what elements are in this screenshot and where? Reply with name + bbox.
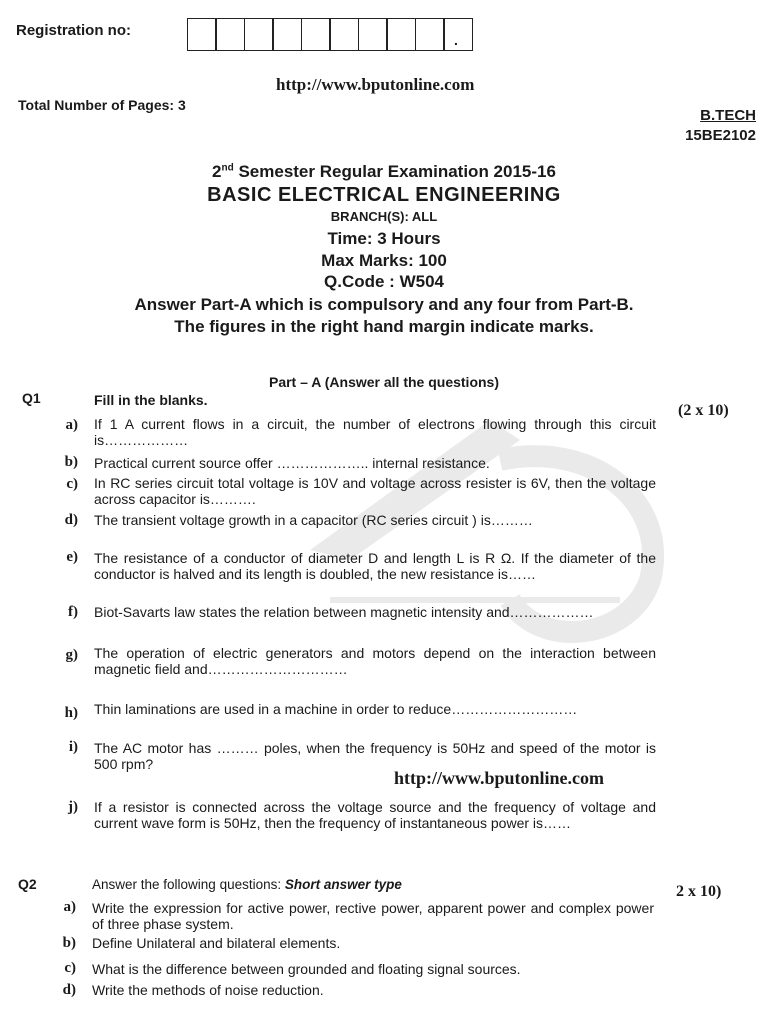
registration-box — [272, 18, 302, 51]
q1-item-text: Practical current source offer ……………….. internal resistance. — [94, 455, 490, 471]
exam-title — [0, 162, 768, 182]
q2-heading — [92, 877, 402, 892]
instruction-line-2: The figures in the right hand margin indicate marks. — [174, 317, 594, 336]
q1-item-letter: i) — [68, 739, 78, 755]
semester-number: 2 — [212, 162, 222, 181]
part-a-title: Part – A (Answer all the questions) — [268, 374, 499, 390]
registration-boxes — [188, 18, 473, 51]
q2-number: Q2 — [18, 876, 37, 892]
instruction-line-1: Answer Part-A which is compulsory and any four from Part-B. — [134, 295, 634, 314]
q1-item-text: If a resistor is connected across the voltage source and the frequency of voltage and current wave form is 50Hz, then the frequency of instantaneous power is…… — [94, 799, 656, 831]
q1-item-text: Biot-Savarts law states the relation between magnetic intensity and……………… — [94, 604, 594, 620]
q1-item-letter: d) — [64, 512, 78, 528]
q1-item-letter: b) — [64, 454, 78, 470]
q1-heading: Fill in the blanks. — [94, 392, 208, 408]
website-url-middle: http://www.bputonline.com — [394, 768, 605, 788]
q2-item-text: Write the expression for active power, rective power, apparent power and complex power of three phase system. — [92, 900, 654, 932]
program-label: B.TECH — [700, 107, 756, 124]
question-code: Q.Code : W504 — [324, 272, 444, 291]
q1-item-text: The resistance of a conductor of diameter D and length L is R Ω. If the diameter of the conductor is halved and its length is doubled, the new resistance is…… — [94, 550, 656, 582]
q2-item-letter: a) — [63, 899, 76, 915]
exam-time: Time: 3 Hours — [327, 229, 441, 248]
q2-heading-type: Short answer type — [284, 877, 402, 892]
q1-item-letter: g) — [65, 647, 78, 663]
registration-box — [244, 18, 274, 51]
registration-box — [329, 18, 359, 51]
q1-item-text: In RC series circuit total voltage is 10V and voltage across resister is 6V, then the voltage across capacitor is………. — [94, 475, 656, 507]
q1-item-letter: a) — [65, 417, 78, 433]
registration-box — [215, 18, 245, 51]
semester-suffix: nd — [221, 162, 234, 174]
q1-item-text: The operation of electric generators and motors depend on the interaction between magnetic field and………………………… — [94, 645, 656, 677]
q1-item-letter: j) — [68, 799, 78, 815]
registration-label: Registration no: — [16, 22, 131, 39]
registration-box — [415, 18, 445, 51]
q2-heading-prefix: Answer the following questions: — [92, 877, 285, 892]
q1-number: Q1 — [22, 390, 41, 406]
q1-item-letter: f) — [68, 604, 78, 620]
registration-box — [187, 18, 217, 51]
q2-item-letter: c) — [64, 960, 76, 976]
total-pages: Total Number of Pages: 3 — [18, 97, 186, 113]
q1-item-text: If 1 A current flows in a circuit, the number of electrons flowing through this circuit is……………… — [94, 416, 656, 448]
q2-item-text: Define Unilateral and bilateral elements. — [92, 935, 341, 951]
q1-marks: (2 x 10) — [678, 402, 729, 419]
branch: BRANCH(S): ALL — [330, 209, 438, 224]
q1-item-letter: h) — [64, 705, 78, 721]
registration-dot: . — [454, 32, 458, 48]
q1-item-text: The AC motor has ……… poles, when the frequency is 50Hz and speed of the motor is 500 rpm? — [94, 740, 656, 772]
registration-box — [443, 18, 473, 51]
semester-title: Semester Regular Examination 2015-16 — [233, 162, 556, 181]
q2-item-letter: b) — [62, 935, 76, 951]
max-marks: Max Marks: 100 — [321, 251, 447, 270]
q1-item-text: The transient voltage growth in a capacitor (RC series circuit ) is……… — [94, 512, 533, 528]
registration-box — [301, 18, 331, 51]
program-block — [685, 106, 756, 146]
q1-item-letter: c) — [66, 476, 78, 492]
subject-title: BASIC ELECTRICAL ENGINEERING — [207, 184, 561, 206]
q2-item-text: What is the difference between grounded and floating signal sources. — [92, 961, 521, 977]
instructions — [0, 294, 768, 338]
q2-item-text: Write the methods of noise reduction. — [92, 982, 324, 998]
website-url: http://www.bputonline.com — [276, 75, 475, 94]
q1-item-text: Thin laminations are used in a machine in order to reduce……………………… — [94, 701, 578, 717]
q1-item-letter: e) — [66, 549, 78, 565]
q2-marks: 2 x 10) — [676, 883, 722, 900]
registration-box — [386, 18, 416, 51]
registration-box — [358, 18, 388, 51]
q2-item-letter: d) — [62, 982, 76, 998]
course-code: 15BE2102 — [685, 127, 756, 144]
